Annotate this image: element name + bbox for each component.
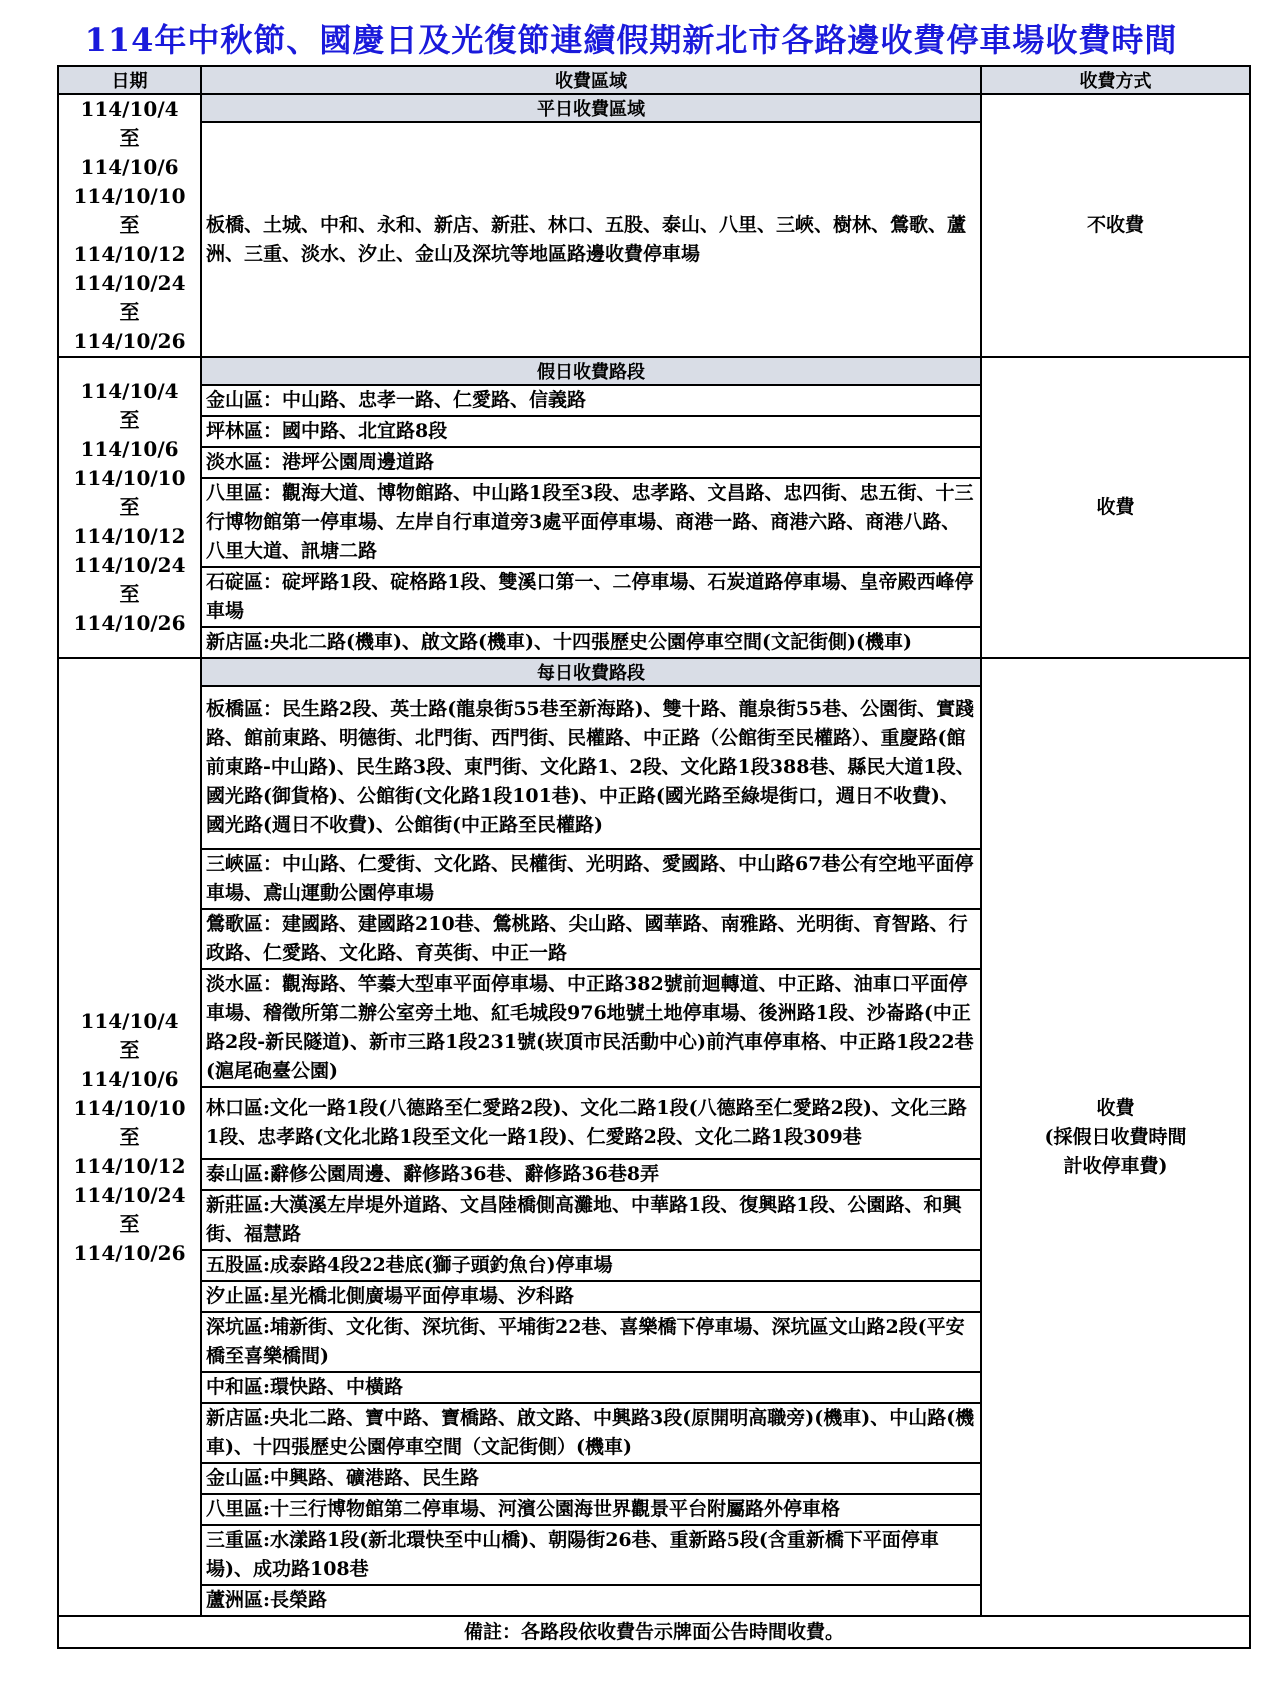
daily-row: 五股區:成泰路4段22巷底(獅子頭釣魚台)停車場 — [201, 1250, 981, 1281]
holiday-subheader-row — [58, 357, 1250, 385]
date-line: 至 — [119, 408, 140, 432]
parking-fee-table — [57, 65, 1251, 1649]
weekday-subheader: 平日收費區域 — [201, 94, 981, 122]
holiday-row: 淡水區：港坪公園周邊道路 — [201, 447, 981, 478]
date-line: 至 — [119, 213, 140, 237]
weekday-dates — [58, 94, 201, 357]
date-line: 114/10/12 — [73, 1153, 186, 1178]
holiday-row: 金山區：中山路、忠孝一路、仁愛路、信義路 — [201, 385, 981, 416]
date-line: 至 — [119, 582, 140, 606]
date-line: 114/10/26 — [73, 329, 186, 353]
date-line: 114/10/12 — [73, 524, 186, 548]
daily-subheader-row — [58, 658, 1250, 686]
method-line: 計收停車費) — [1063, 1154, 1168, 1177]
weekday-area: 板橋、土城、中和、永和、新店、新莊、林口、五股、泰山、八里、三峽、樹林、鶯歌、蘆洲、三重、淡水、汐止、金山及深坑等地區路邊收費停車場 — [201, 122, 981, 357]
daily-row: 新店區:央北二路、寶中路、寶橋路、啟文路、中興路3段(原開明高職旁)(機車)、中山路(機車)、十四張歷史公園停車空間（文記街側）(機車) — [201, 1403, 981, 1463]
daily-row: 中和區:環快路、中橫路 — [201, 1372, 981, 1403]
date-line: 114/10/6 — [80, 437, 179, 461]
daily-row: 汐止區:星光橋北側廣場平面停車場、汐科路 — [201, 1281, 981, 1312]
date-line: 114/10/10 — [73, 184, 186, 208]
date-line: 114/10/12 — [73, 242, 186, 266]
date-line: 至 — [119, 126, 140, 150]
weekday-subheader-row — [58, 94, 1250, 122]
date-line: 至 — [119, 1037, 140, 1062]
daily-row: 新莊區:大漢溪左岸堤外道路、文昌陸橋側高灘地、中華路1段、復興路1段、公園路、和興街、福慧路 — [201, 1190, 981, 1250]
weekday-method: 不收費 — [981, 94, 1250, 357]
holiday-method: 收費 — [981, 357, 1250, 658]
holiday-row: 新店區:央北二路(機車)、啟文路(機車)、十四張歷史公園停車空間(文記街側)(機車) — [201, 627, 981, 658]
date-line: 114/10/24 — [73, 553, 186, 577]
holiday-row: 石碇區：碇坪路1段、碇格路1段、雙溪口第一、二停車場、石炭道路停車場、皇帝殿西峰停車場 — [201, 567, 981, 627]
daily-row: 泰山區:辭修公園周邊、辭修路36巷、辭修路36巷8弄 — [201, 1159, 981, 1190]
daily-subheader: 每日收費路段 — [201, 658, 981, 686]
holiday-subheader: 假日收費路段 — [201, 357, 981, 385]
daily-row: 蘆洲區:長榮路 — [201, 1585, 981, 1616]
daily-row: 鶯歌區：建國路、建國路210巷、鶯桃路、尖山路、國華路、南雅路、光明街、育智路、行政路、仁愛路、文化路、育英街、中正一路 — [201, 909, 981, 969]
page-title: 114年中秋節、國慶日及光復節連續假期新北市各路邊收費停車場收費時間 — [84, 21, 1178, 59]
date-line: 114/10/4 — [80, 379, 179, 403]
daily-row: 三峽區：中山路、仁愛街、文化路、民權街、光明路、愛國路、中山路67巷公有空地平面停車場、鳶山運動公園停車場 — [201, 849, 981, 909]
date-line: 至 — [119, 1211, 140, 1236]
daily-dates — [58, 658, 201, 1616]
daily-row: 深坑區:埔新街、文化街、深坑街、平埔街22巷、喜樂橋下停車場、深坑區文山路2段(平安橋至喜樂橋間) — [201, 1312, 981, 1372]
holiday-row: 八里區：觀海大道、博物館路、中山路1段至3段、忠孝路、文昌路、忠四街、忠五街、十三行博物館第一停車場、左岸自行車道旁3處平面停車場、商港一路、商港六路、商港八路、八里大道、訊塘二路 — [201, 478, 981, 567]
header-area: 收費區域 — [201, 66, 981, 94]
date-line: 114/10/10 — [73, 466, 186, 490]
date-line: 114/10/26 — [73, 611, 186, 635]
date-line: 至 — [119, 1124, 140, 1149]
date-line: 114/10/6 — [80, 155, 179, 179]
footnote: 備註：各路段依收費告示牌面公告時間收費。 — [58, 1616, 1250, 1648]
daily-row: 板橋區：民生路2段、英士路(龍泉街55巷至新海路)、雙十路、龍泉街55巷、公園街、實踐路、館前東路、明德街、北門街、西門街、民權路、中正路（公館街至民權路）、重慶路(館前東路-中山路)、民生路3段、東門街、文化路1、2段、文化路1段388巷、縣民大道1段、國光路(御貨格)、公館街(文化路1段101巷)、中正路(國光路至綠堤街口，週日不收費)、國光路(週日不收費)、公館街(中正路至民權路) — [201, 686, 981, 849]
holiday-dates — [58, 357, 201, 658]
date-line: 114/10/4 — [80, 97, 179, 121]
daily-row: 三重區:水漾路1段(新北環快至中山橋)、朝陽街26巷、重新路5段(含重新橋下平面停車場)、成功路108巷 — [201, 1525, 981, 1585]
method-line: 收費 — [1096, 1096, 1135, 1119]
header-date: 日期 — [58, 66, 201, 94]
date-line: 至 — [119, 300, 140, 324]
note-row — [58, 1616, 1250, 1648]
daily-row: 金山區:中興路、礦港路、民生路 — [201, 1463, 981, 1494]
date-line: 114/10/6 — [80, 1066, 179, 1091]
method-line: (採假日收費時間 — [1044, 1125, 1187, 1148]
header-method: 收費方式 — [981, 66, 1250, 94]
date-line: 至 — [119, 495, 140, 519]
daily-row: 八里區:十三行博物館第二停車場、河濱公園海世界觀景平台附屬路外停車格 — [201, 1494, 981, 1525]
date-line: 114/10/24 — [73, 271, 186, 295]
daily-row: 林口區:文化一路1段(八德路至仁愛路2段)、文化二路1段(八德路至仁愛路2段)、文化三路1段、忠孝路(文化北路1段至文化一路1段)、仁愛路2段、文化二路1段309巷 — [201, 1087, 981, 1159]
date-line: 114/10/24 — [73, 1182, 186, 1207]
date-line: 114/10/4 — [80, 1008, 179, 1033]
daily-row: 淡水區：觀海路、竿蓁大型車平面停車場、中正路382號前迴轉道、中正路、油車口平面停車場、稽徵所第二辦公室旁土地、紅毛城段976地號土地停車場、後洲路1段、沙崙路(中正路2段-新民隧道)、新市三路1段231號(崁頂市民活動中心)前汽車停車格、中正路1段22巷(滬尾砲臺公園) — [201, 969, 981, 1087]
date-line: 114/10/26 — [73, 1240, 186, 1265]
daily-method — [981, 658, 1250, 1616]
header-row — [58, 66, 1250, 94]
holiday-row: 坪林區：國中路、北宜路8段 — [201, 416, 981, 447]
date-line: 114/10/10 — [73, 1095, 186, 1120]
